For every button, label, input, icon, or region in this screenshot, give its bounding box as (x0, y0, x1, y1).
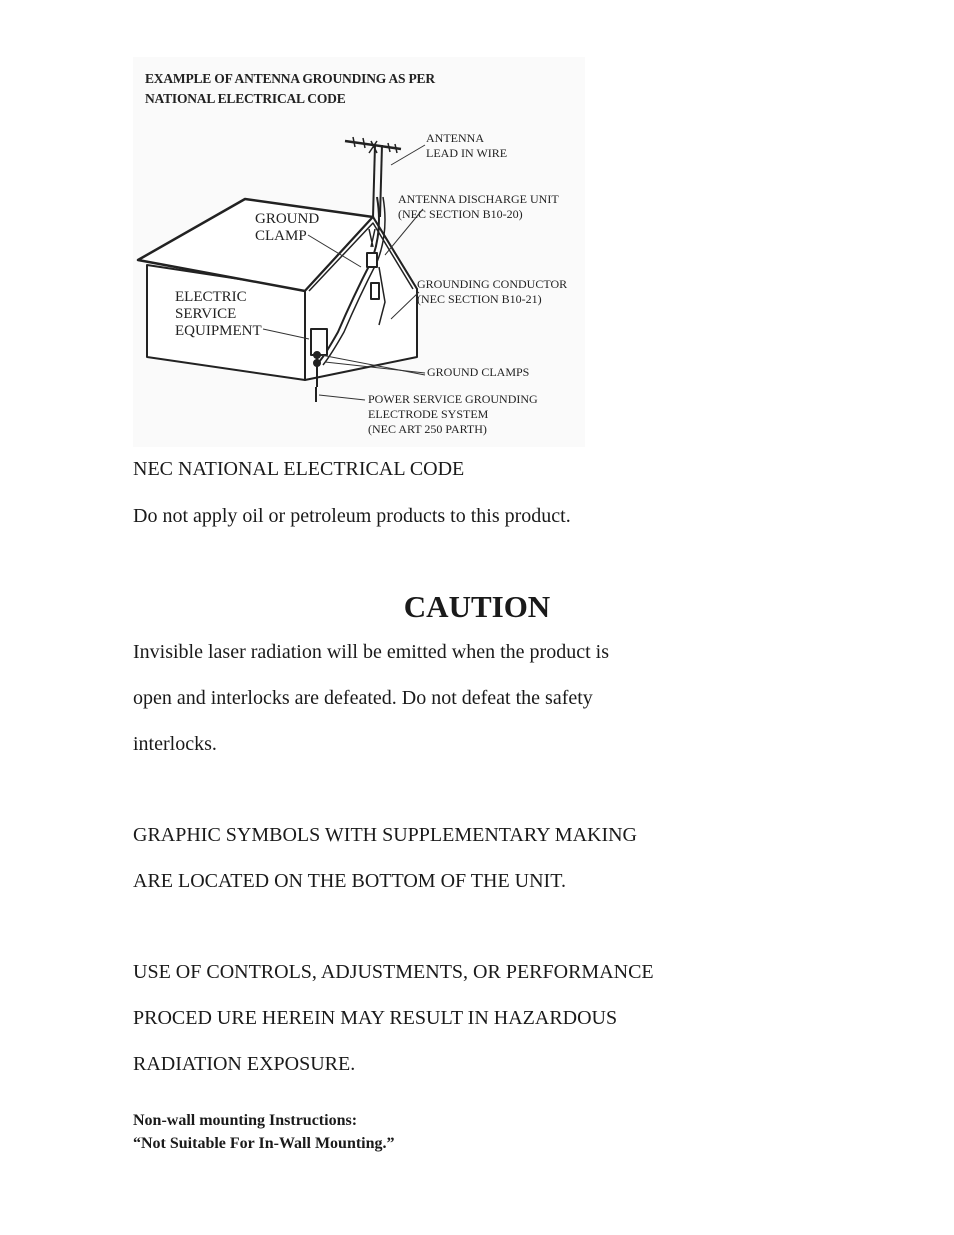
label-discharge-unit: ANTENNA DISCHARGE UNIT (398, 192, 559, 206)
label-grounding-conductor-ref: (NEC SECTION B10-21) (417, 292, 542, 306)
laser-line-1: Invisible laser radiation will be emitted when the product is (133, 641, 609, 663)
label-service: SERVICE (175, 306, 237, 322)
nec-line: NEC NATIONAL ELECTRICAL CODE (133, 458, 465, 480)
graphic-symbols-line-1: GRAPHIC SYMBOLS WITH SUPPLEMENTARY MAKING (133, 824, 638, 846)
label-discharge-unit-ref: (NEC SECTION B10-20) (398, 207, 523, 221)
diagram-title-line-1: EXAMPLE OF ANTENNA GROUNDING AS PER (145, 71, 435, 86)
label-antenna: ANTENNA (426, 131, 484, 145)
controls-warning-line-2: PROCED URE HEREIN MAY RESULT IN HAZARDOUS (133, 1007, 618, 1029)
diagram-title-line-2: NATIONAL ELECTRICAL CODE (145, 91, 346, 106)
label-ground-clamps: GROUND CLAMPS (427, 365, 530, 379)
laser-line-2: open and interlocks are defeated. Do not defeat the safety (133, 687, 593, 709)
graphic-symbols-line-2: ARE LOCATED ON THE BOTTOM OF THE UNIT. (133, 870, 566, 892)
antenna-grounding-diagram (133, 57, 585, 447)
controls-warning-line-3: RADIATION EXPOSURE. (133, 1053, 356, 1075)
label-electric: ELECTRIC (175, 289, 247, 305)
label-clamp: CLAMP (255, 228, 307, 244)
house-antenna-drawing (133, 57, 585, 447)
mounting-note: “Not Suitable For In-Wall Mounting.” (133, 1135, 395, 1152)
laser-line-3: interlocks. (133, 733, 217, 755)
mounting-heading: Non-wall mounting Instructions: (133, 1112, 358, 1129)
label-grounding-conductor: GROUNDING CONDUCTOR (417, 277, 568, 291)
oil-warning: Do not apply oil or petroleum products to this product. (133, 505, 571, 527)
label-ground: GROUND (255, 211, 320, 227)
label-power-service-2: ELECTRODE SYSTEM (368, 407, 489, 421)
label-equipment: EQUIPMENT (175, 323, 262, 339)
label-power-service-1: POWER SERVICE GROUNDING (368, 392, 538, 406)
controls-warning-line-1: USE OF CONTROLS, ADJUSTMENTS, OR PERFORMANCE (133, 961, 654, 983)
caution-heading: CAUTION (403, 589, 551, 624)
diagram-title (145, 69, 435, 109)
label-lead-in-wire: LEAD IN WIRE (426, 146, 508, 160)
label-power-service-3: (NEC ART 250 PARTH) (368, 422, 487, 436)
